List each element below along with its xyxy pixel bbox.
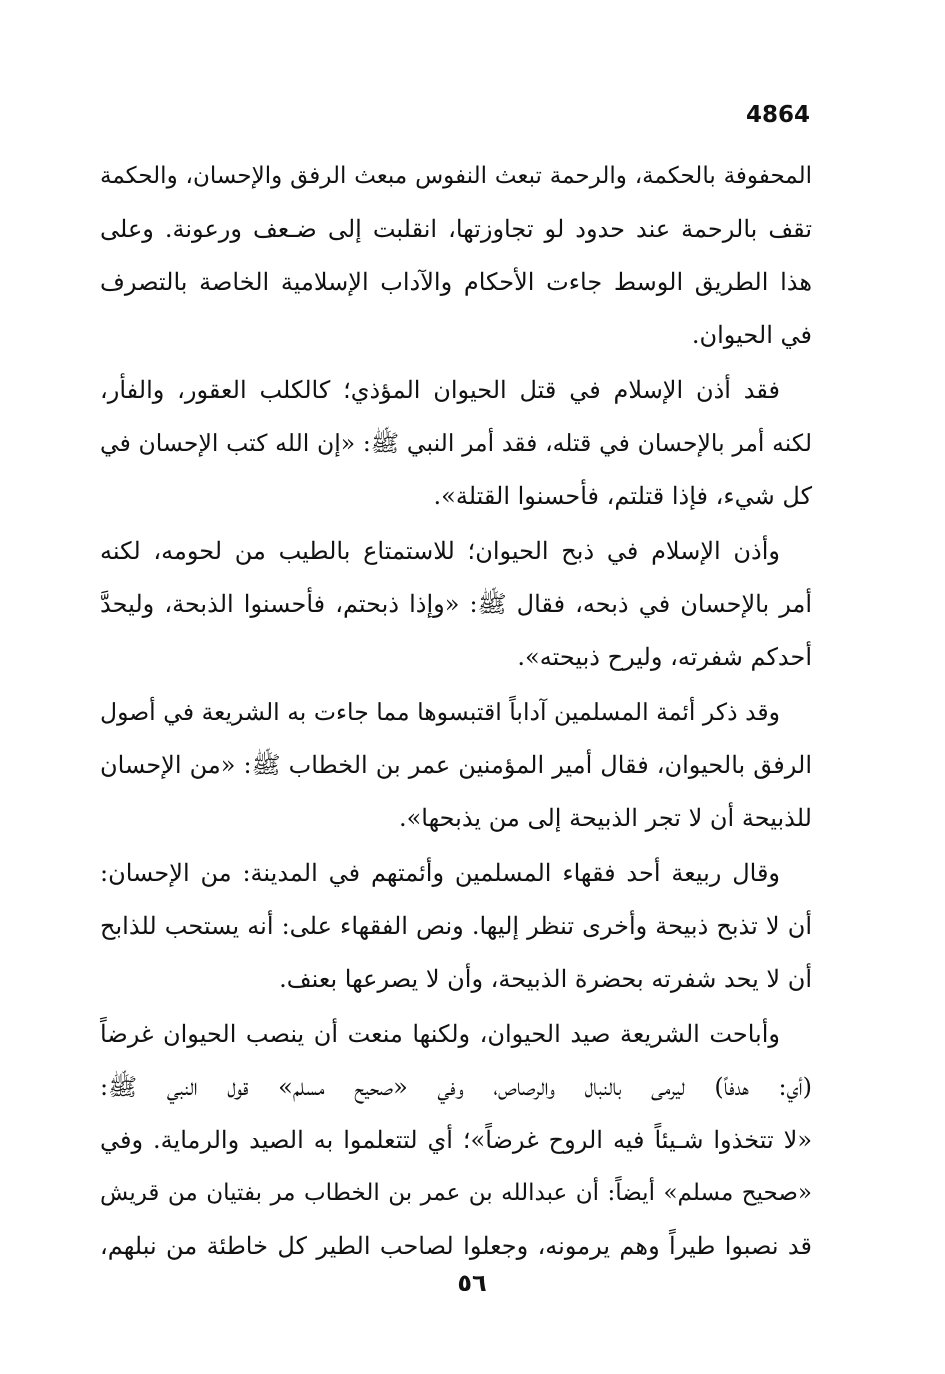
text-line: أن لا تذبح ذبيحة وأخرى تنظر إليها. ونص الفقهاء على: أنه يستحب للذابح: [100, 912, 812, 940]
text-line: الرفق بالحيوان، فقال أمير المؤمنين عمر بن الخطاب ﷺ: «من الإحسان: [100, 751, 812, 779]
paragraph-6: [100, 1008, 812, 1273]
text-line: وقال ربيعة أحد فقهاء المسلمين وأئمتهم في المدينة: من الإحسان:: [100, 859, 780, 887]
paragraph-2: [100, 364, 812, 523]
text-line: قد نصبوا طيراً وهم يرمونه، وجعلوا لصاحب الطير كل خاطئة من نبلهم،: [100, 1232, 812, 1260]
text-line: «لا تتخذوا شـيئاً فيه الروح غرضاً»؛ أي لتتعلموا به الصيد والرماية. وفي: [100, 1126, 813, 1154]
text-line: (أي: هدفاً) ليرمى بالنبال والرصاص، وفي «صحيح مسلم» قول النبي ﷺ:: [100, 1073, 812, 1101]
body-text: [100, 150, 812, 1275]
text-line: تقف بالرحمة عند حدود لو تجاوزتها، انقلبت إلى ضـعف ورعونة. وعلى: [100, 215, 812, 243]
text-line: في الحيوان.: [691, 321, 812, 349]
text-line: وأباحت الشريعة صيد الحيوان، ولكنها منعت أن ينصب الحيوان غرضاً: [100, 1020, 780, 1048]
text-line: للذبيحة أن لا تجر الذبيحة إلى من يذبحها».: [398, 804, 812, 832]
text-line: وقد ذكر أئمة المسلمين آداباً اقتبسوها مما جاءت به الشريعة في أصول: [100, 698, 780, 726]
text-line: هذا الطريق الوسط جاءت الأحكام والآداب الإسلامية الخاصة بالتصرف: [100, 268, 812, 296]
folio-number: ٥٦: [457, 1269, 487, 1297]
paragraph-5: [100, 847, 812, 1006]
text-line: أن لا يحد شفرته بحضرة الذبيحة، وأن لا يصرعها بعنف.: [279, 965, 812, 993]
paragraph-3: [100, 525, 812, 684]
text-line: وأذن الإسلام في ذبح الحيوان؛ للاستمتاع بالطيب من لحومه، لكنه: [100, 537, 780, 565]
text-line: أمر بالإحسان في ذبحه، فقال ﷺ: «وإذا ذبحتم، فأحسنوا الذبحة، وليحدَّ: [100, 590, 812, 618]
text-line: أحدكم شفرته، وليرح ذبيحته».: [517, 643, 812, 671]
text-line: «صحيح مسلم» أيضاً: أن عبدالله بن عمر بن الخطاب مر بفتيان من قريش: [100, 1180, 812, 1206]
text-line: المحفوفة بالحكمة، والرحمة تبعث النفوس مبعث الرفق والإحسان، والحكمة: [100, 163, 812, 189]
paragraph-4: [100, 686, 812, 845]
text-line: فقد أذن الإسلام في قتل الحيوان المؤذي؛ كالكلب العقور، والفأر،: [100, 376, 780, 404]
page-number: 4864: [745, 102, 810, 128]
paragraph-1: [100, 150, 812, 362]
text-line: كل شيء، فإذا قتلتم، فأحسنوا القتلة».: [433, 482, 812, 510]
text-line: لكنه أمر بالإحسان في قتله، فقد أمر النبي ﷺ: «إن الله كتب الإحسان في: [100, 429, 812, 457]
